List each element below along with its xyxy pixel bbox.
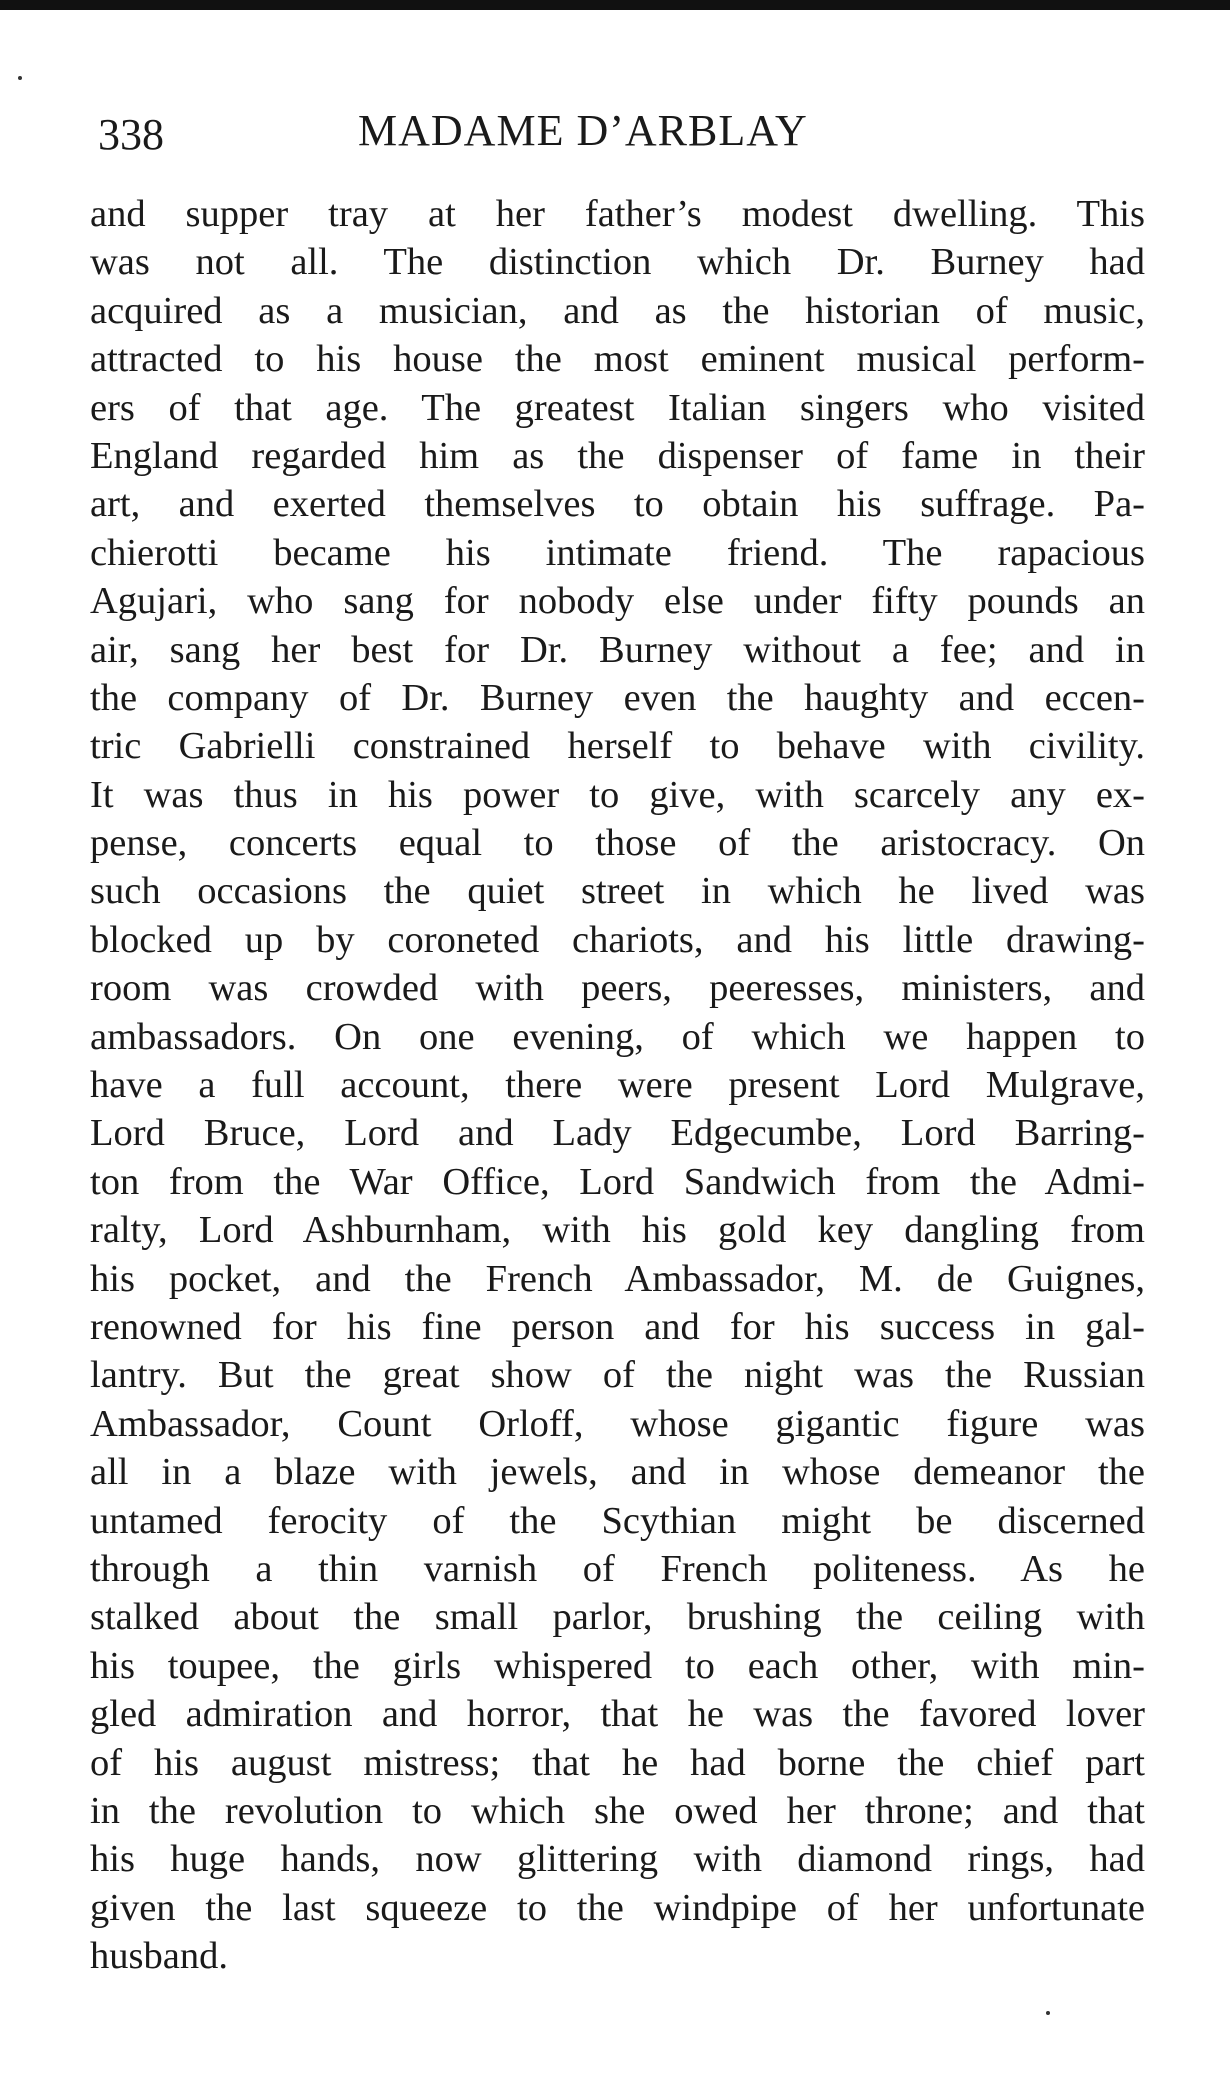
running-header (88, 100, 1148, 160)
text-line: his huge hands, now glittering with diamond rings, had (90, 1838, 1145, 1881)
text-line: given the last squeeze to the windpipe of her unfortunate (90, 1886, 1145, 1929)
text-line: and supper tray at her father’s modest dwelling. This (90, 193, 1145, 235)
text-line: tric Gabrielli constrained herself to behave with civility. (90, 725, 1145, 768)
text-line: art, and exerted themselves to obtain his suffrage. Pa- (90, 483, 1145, 526)
text-line: room was crowded with peers, peeresses, ministers, and (90, 967, 1145, 1010)
text-line: ers of that age. The greatest Italian singers who visited (90, 386, 1145, 429)
text-line: Ambassador, Count Orloff, whose gigantic figure was (90, 1402, 1145, 1445)
print-speck (1046, 2011, 1050, 2015)
text-line: air, sang her best for Dr. Burney without a fee; and in (90, 628, 1145, 671)
text-line: untamed ferocity of the Scythian might be discerned (90, 1499, 1145, 1542)
text-line: attracted to his house the most eminent musical perform- (90, 338, 1145, 381)
print-speck (18, 76, 22, 80)
running-title: MADAME D’ARBLAY (358, 106, 808, 155)
text-line: was not all. The distinction which Dr. Burney had (90, 241, 1145, 284)
text-line: ambassadors. On one evening, of which we happen to (90, 1015, 1145, 1058)
text-line: blocked up by coroneted chariots, and his little drawing- (90, 918, 1145, 961)
text-line: through a thin varnish of French politeness. As he (90, 1547, 1145, 1590)
text-line: husband. (90, 1935, 228, 1978)
text-line: chierotti became his intimate friend. The rapacious (90, 531, 1145, 574)
page-number: 338 (98, 110, 164, 159)
text-line: Lord Bruce, Lord and Lady Edgecumbe, Lord Barring- (90, 1112, 1145, 1155)
top-border-rule (0, 0, 1230, 10)
text-line: all in a blaze with jewels, and in whose demeanor the (90, 1451, 1145, 1494)
text-line: lantry. But the great show of the night was the Russian (90, 1354, 1145, 1397)
text-line: Agujari, who sang for nobody else under fifty pounds an (90, 580, 1145, 623)
text-line: of his august mistress; that he had borne the chief part (90, 1741, 1145, 1784)
body-text (90, 190, 1145, 1980)
text-line: gled admiration and horror, that he was the favored lover (90, 1693, 1145, 1736)
text-line: such occasions the quiet street in which he lived was (90, 870, 1145, 913)
text-line: have a full account, there were present Lord Mulgrave, (90, 1064, 1145, 1107)
text-line: in the revolution to which she owed her throne; and that (90, 1789, 1145, 1832)
text-line: his pocket, and the French Ambassador, M. de Guignes, (90, 1257, 1145, 1300)
text-line: ton from the War Office, Lord Sandwich from the Admi- (90, 1160, 1145, 1203)
text-line: It was thus in his power to give, with scarcely any ex- (90, 773, 1145, 816)
text-line: the company of Dr. Burney even the haughty and eccen- (90, 676, 1145, 719)
text-line: renowned for his fine person and for his success in gal- (90, 1305, 1145, 1348)
text-line: acquired as a musician, and as the historian of music, (90, 289, 1145, 332)
text-line: ralty, Lord Ashburnham, with his gold key dangling from (90, 1209, 1145, 1252)
text-line: his toupee, the girls whispered to each other, with min- (90, 1644, 1145, 1687)
text-line: stalked about the small parlor, brushing the ceiling with (90, 1596, 1145, 1639)
text-line: England regarded him as the dispenser of fame in their (90, 434, 1145, 477)
text-line: pense, concerts equal to those of the aristocracy. On (90, 822, 1145, 865)
